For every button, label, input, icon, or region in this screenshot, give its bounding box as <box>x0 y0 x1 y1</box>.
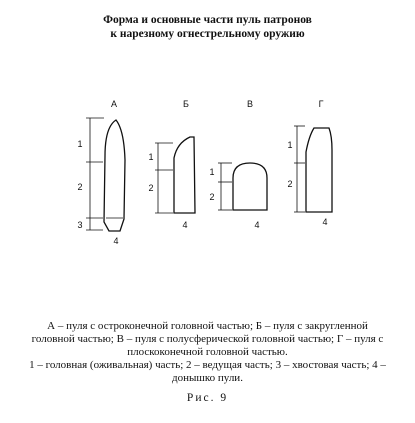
bullet-a-outline <box>104 120 125 231</box>
caption-line-2: головной частью; В – пуля с полусферической головной частью; Г – пуля с <box>31 333 384 345</box>
bullet-c-part-4: 4 <box>254 220 260 230</box>
figure-title-line-1: Форма и основные части пуль патронов <box>103 14 312 26</box>
caption-line-3: плоскоконечной головной частью. <box>127 346 288 358</box>
bullet-d-part-4: 4 <box>322 217 328 227</box>
bullet-a-part-2: 2 <box>77 182 83 192</box>
bullet-a-part-4: 4 <box>113 236 119 246</box>
bullet-b-outline <box>174 137 195 213</box>
caption-line-1: А – пуля с остроконечной головной частью; Б – пуля с закругленной <box>47 320 368 332</box>
bullet-a-part-3: 3 <box>77 220 83 230</box>
bullet-c-part-1: 1 <box>209 167 215 177</box>
figure-number: Рис. 9 <box>186 392 229 404</box>
bullet-d-part-2: 2 <box>287 179 293 189</box>
bullet-a-part-1: 1 <box>77 139 83 149</box>
bullet-c-outline <box>233 163 267 210</box>
caption-line-4: 1 – головная (оживальная) часть; 2 – ведущая часть; 3 – хвостовая часть; 4 – <box>29 359 386 371</box>
bullet-b-part-1: 1 <box>148 152 154 162</box>
bullet-b-part-2: 2 <box>148 183 154 193</box>
bullet-d-letter: Г <box>318 99 324 109</box>
bullet-d-part-1: 1 <box>287 140 293 150</box>
bullet-d-outline <box>306 128 332 212</box>
bullet-c-part-2: 2 <box>209 192 215 202</box>
figure-caption <box>4 320 411 385</box>
bullet-b-letter: Б <box>183 99 189 109</box>
bullet-a-letter: А <box>110 99 118 109</box>
figure-title-line-2: к нарезному огнестрельному оружию <box>110 28 305 40</box>
bullet-c-letter: В <box>246 99 254 109</box>
bullet-b-part-4: 4 <box>182 220 188 230</box>
caption-line-5: донышко пули. <box>172 372 243 384</box>
